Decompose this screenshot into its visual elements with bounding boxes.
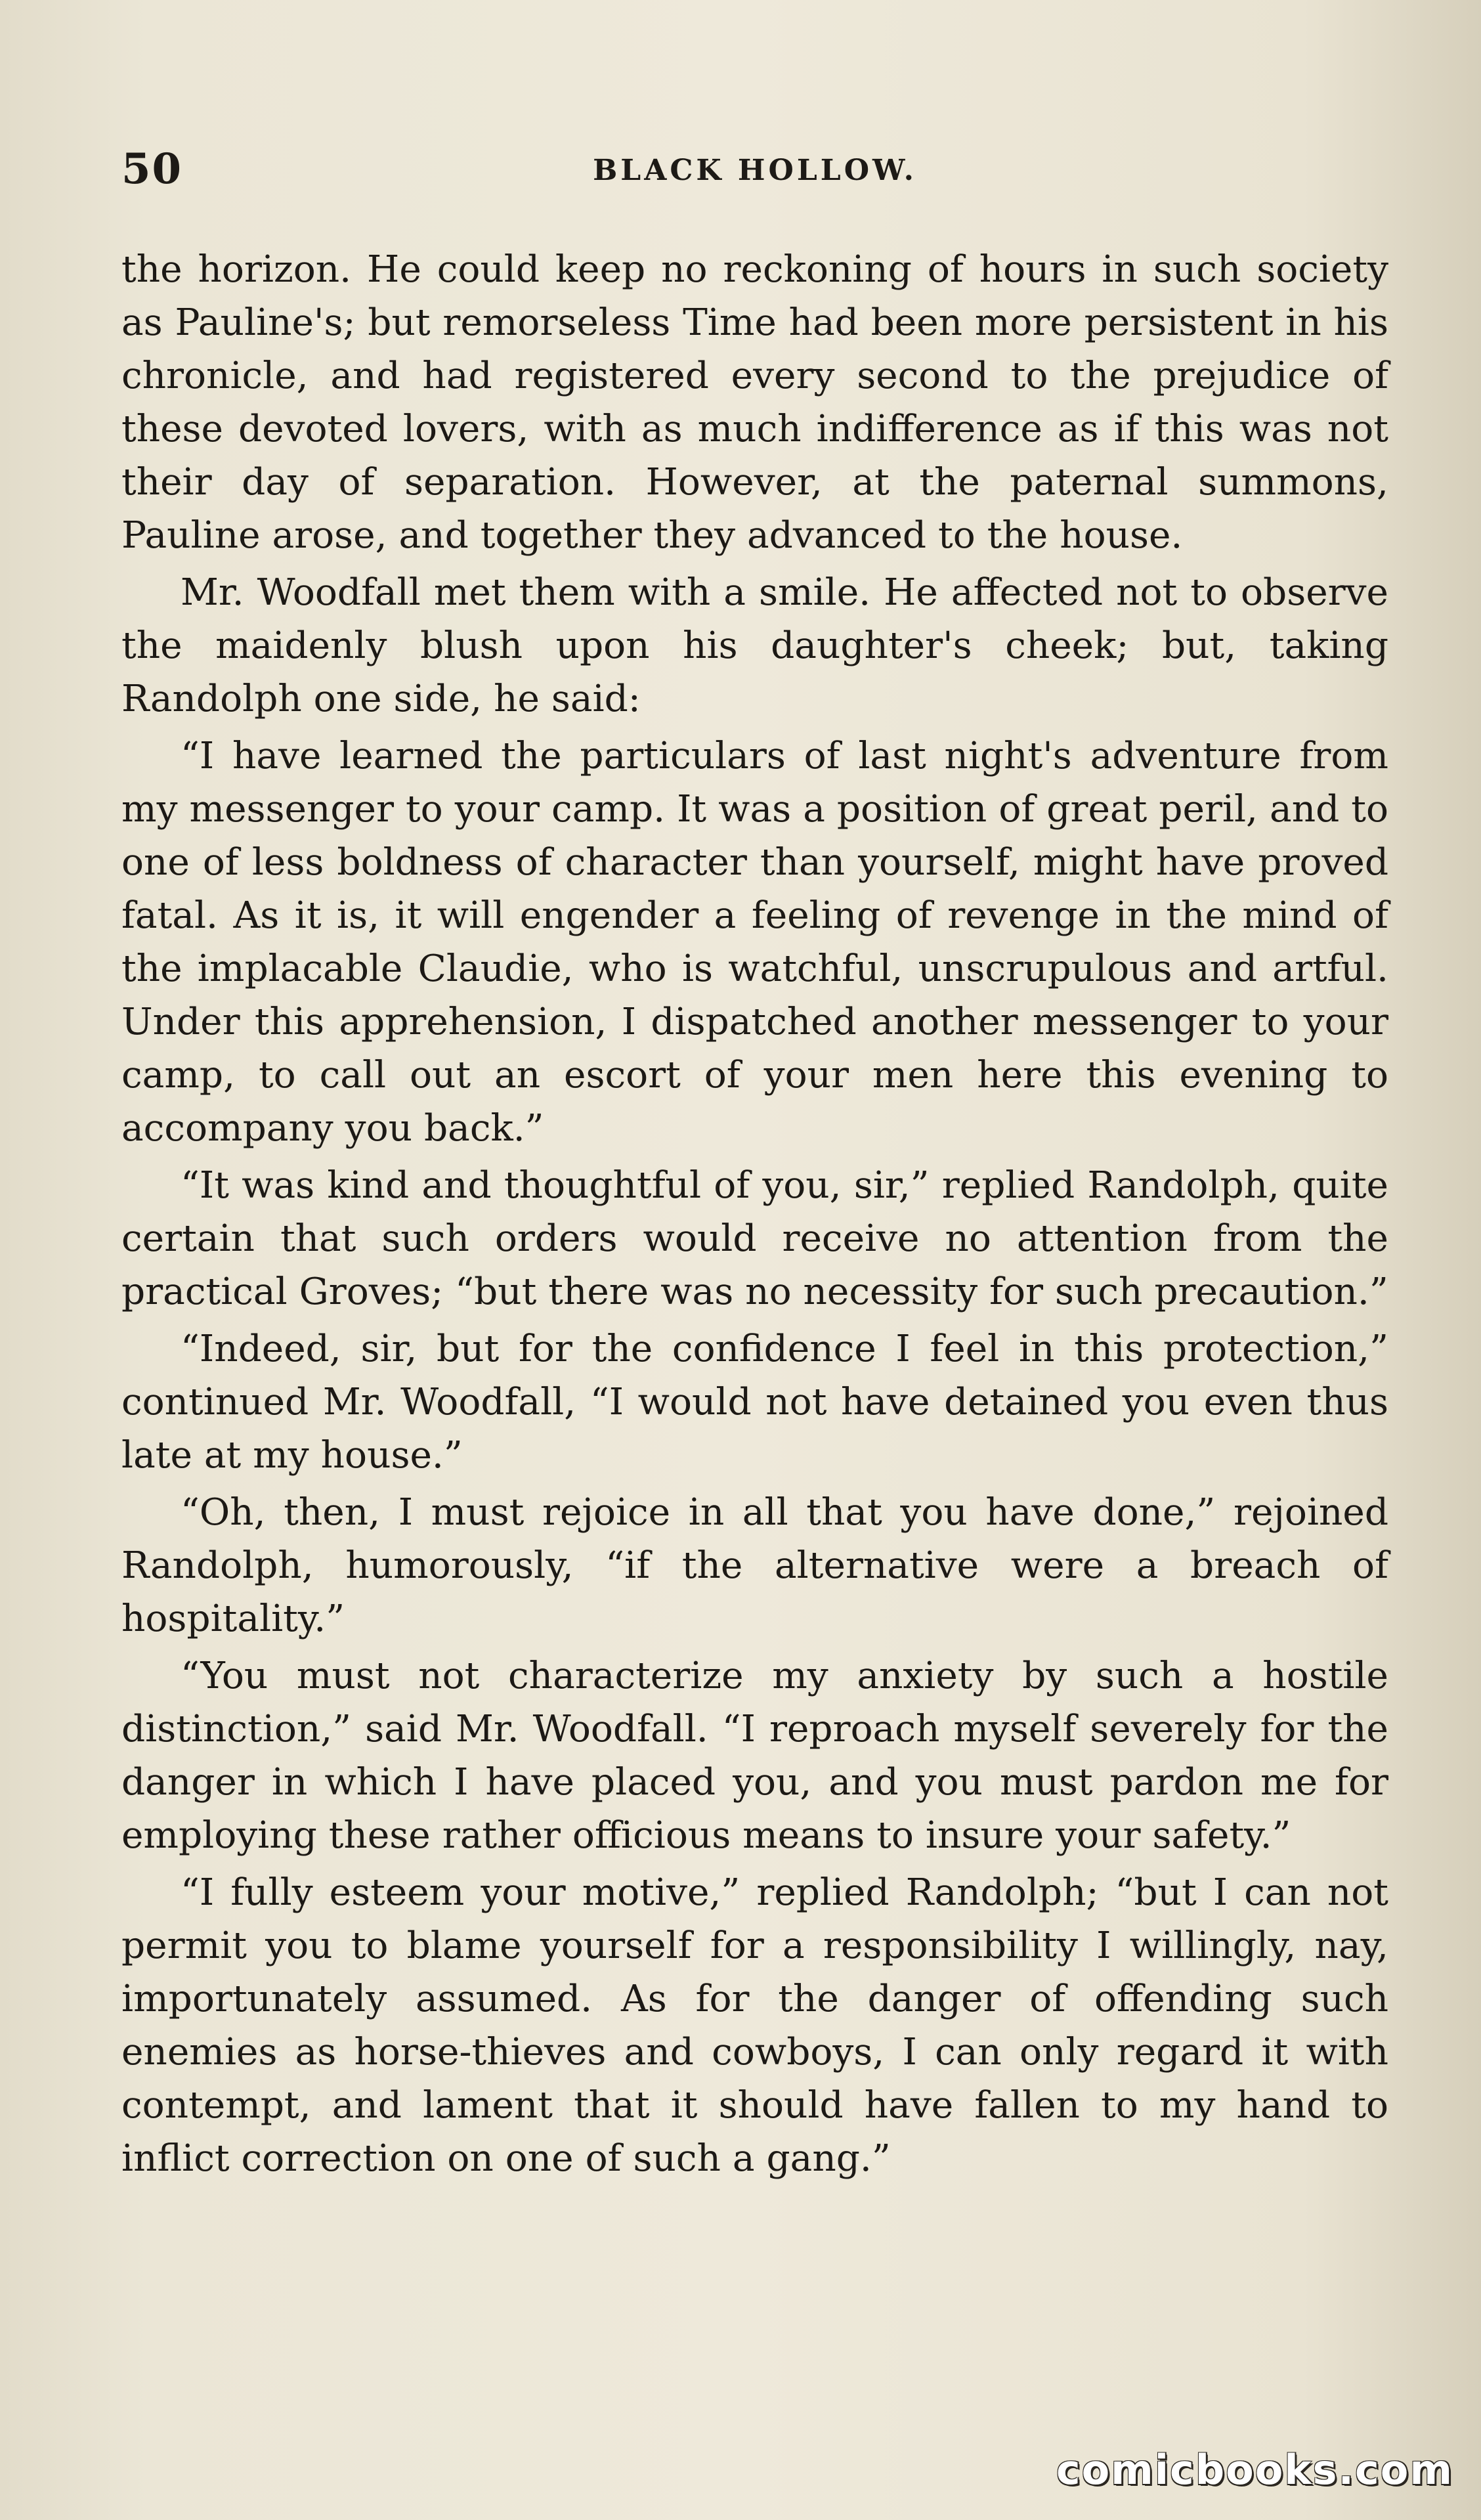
paragraph: “You must not characterize my anxiety by such a hostile distinction,” said Mr. Woodfall. “I reproach myself severely for the danger in which I have placed you, and you must pardon me for employing these rather officious means to insure your safety.” bbox=[121, 1655, 1388, 1857]
watermark: comicbooks.com bbox=[1056, 2446, 1453, 2494]
paragraph: “I have learned the particulars of last night's adventure from my messenger to your camp. It was a position of great peril, and to one of less boldness of character than yourself, might have proved fatal. As it is, it will engender a feeling of revenge in the mind of the implacable Claudie, who is watchful, unscrupulous and artful. Under this apprehension, I dispatched another messenger to your camp, to call out an escort of your men here this evening to accompany you back.” bbox=[121, 735, 1388, 1150]
page-number: 50 bbox=[121, 144, 183, 194]
paragraph: the horizon. He could keep no reckoning of hours in such society as Pauline's; but remorseless Time had been more persistent in his chronicle, and had registered every second to the prejudice of these devoted lovers, with as much indifference as if this was not their day of separation. However, at the paternal summons, Pauline arose, and together they advanced to the house. bbox=[121, 248, 1388, 557]
running-title: BLACK HOLLOW. bbox=[593, 154, 917, 187]
paragraph: “Oh, then, I must rejoice in all that you have done,” rejoined Randolph, humorously, “if the alternative were a breach of hospitality.” bbox=[121, 1491, 1388, 1640]
paragraph: “Indeed, sir, but for the confidence I feel in this protection,” continued Mr. Woodfall, “I would not have detained you even thus late at my house.” bbox=[121, 1328, 1388, 1477]
paragraph: “I fully esteem your motive,” replied Randolph; “but I can not permit you to blame yourself for a responsibility I willingly, nay, importunately assumed. As for the danger of offending such enemies as horse-thieves and cowboys, I can only regard it with contempt, and lament that it should have fallen to my hand to inflict correction on one of such a gang.” bbox=[121, 1871, 1388, 2180]
page-header bbox=[121, 144, 1388, 204]
paragraph: Mr. Woodfall met them with a smile. He affected not to observe the maidenly blush upon his daughter's cheek; but, taking Randolph one side, he said: bbox=[121, 571, 1388, 720]
page-body bbox=[121, 243, 1388, 2189]
paragraph: “It was kind and thoughtful of you, sir,” replied Randolph, quite certain that such orders would receive no attention from the practical Groves; “but there was no necessity for such precaution.” bbox=[121, 1164, 1388, 1313]
